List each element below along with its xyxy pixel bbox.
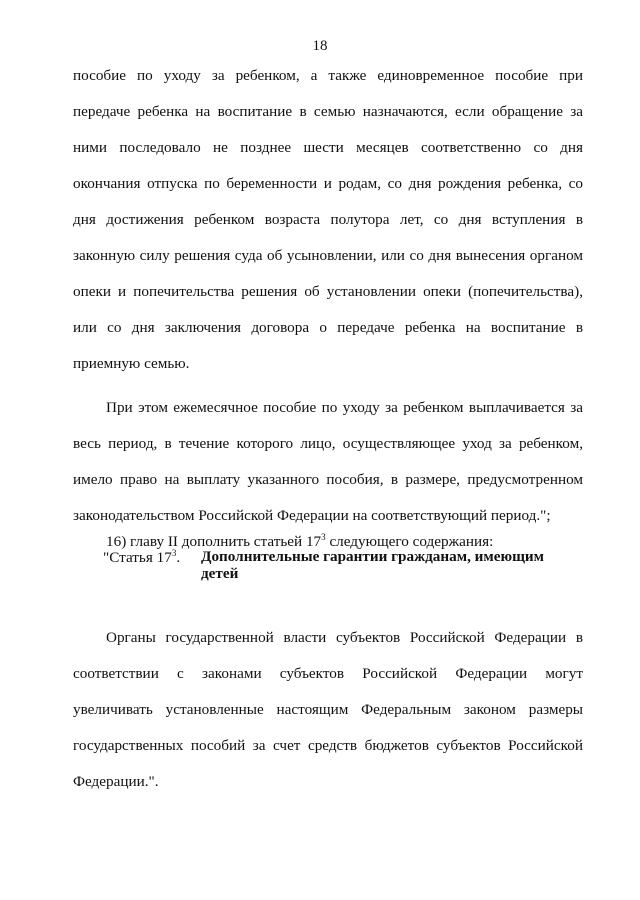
article-title: Дополнительные гарантии гражданам, имеющим детей [201,548,545,582]
text-line: передаче ребенка на воспитание в семью назначаются, если обращение за [73,103,583,120]
text-line: государственных пособий за счет средств бюджетов субъектов Российской [73,737,583,754]
text-line: При этом ежемесячное пособие по уходу за ребенком выплачивается за [106,399,583,416]
text-line: соответствии с законами субъектов Российской Федерации могут [73,665,583,682]
text-line: весь период, в течение которого лицо, осуществляющее уход за ребенком, [73,435,583,452]
text-line: увеличивать установленные настоящим Федеральным законом размеры [73,701,583,718]
text-line: законную силу решения суда об усыновлении, или со дня вынесения органом [73,247,583,264]
text-line: Федерации.". [73,773,159,790]
text-line: дня достижения ребенком возраста полутора лет, со дня вступления в [73,211,583,228]
text-line: или со дня заключения договора о передаче ребенка на воспитание в [73,319,583,336]
text-line: окончания отпуска по беременности и родам, со дня рождения ребенка, со [73,175,583,192]
item-16-line: 16) главу II дополнить статьей $17^3$ следующего содержания: [106,532,494,550]
text-line: пособие по уходу за ребенком, а также единовременное пособие при [73,67,583,84]
text-line: Органы государственной власти субъектов Российской Федерации в [106,629,583,646]
text-line: опеки и попечительства решения об установлении опеки (попечительства), [73,283,583,300]
text-line: имело право на выплату указанного пособия, в размере, предусмотренном [73,471,583,488]
text-line: законодательством Российской Федерации на соответствующий период."; [73,507,551,524]
article-label: "Статья $17^3$. [103,548,181,566]
text-line: ними последовало не позднее шести месяцев соответственно со дня [73,139,583,156]
text-line: приемную семью. [73,355,190,372]
page-number: 18 [312,38,328,54]
